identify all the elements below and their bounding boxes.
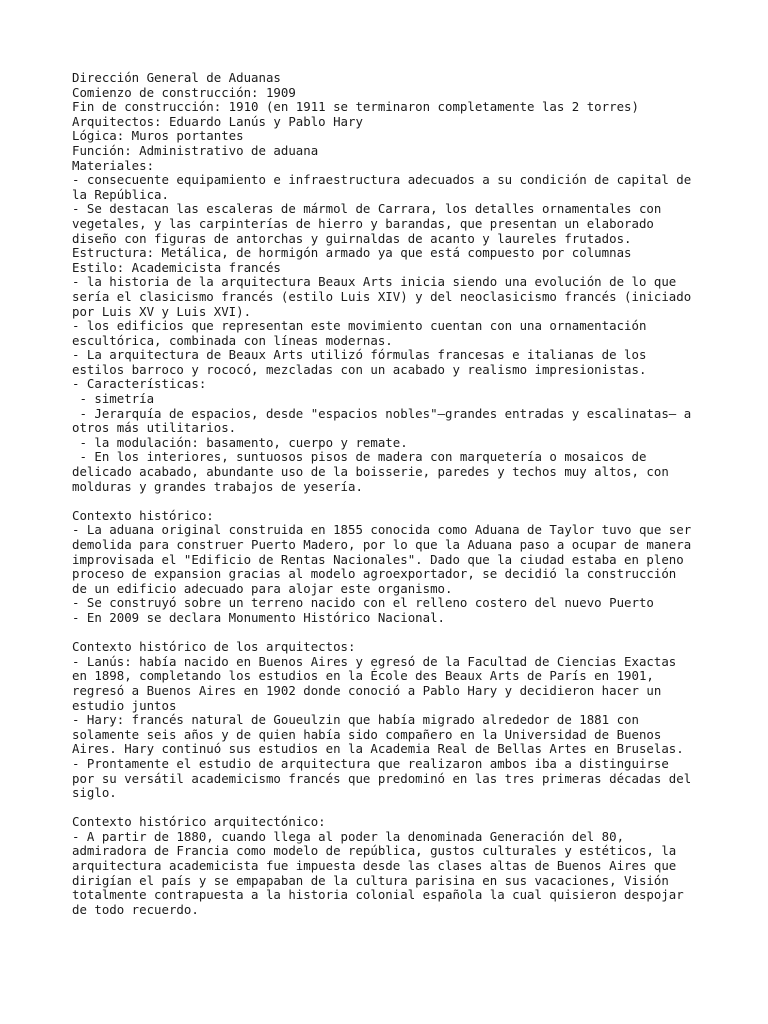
text-line: Lógica: Muros portantes xyxy=(72,128,244,144)
text-line: diseño con figuras de antorchas y guirnaldas de acanto y laureles frutados. xyxy=(72,230,632,246)
text-line: regresó a Buenos Aires en 1902 donde conoció a Pablo Hary y decidieron hacer un xyxy=(72,682,662,698)
text-line: dirigían el país y se empapaban de la cultura parisina en sus vacaciones, Visión xyxy=(72,872,669,888)
text-line: Estructura: Metálica, de hormigón armado ya que está compuesto por columnas xyxy=(72,245,632,261)
text-line: - Características: xyxy=(72,376,207,392)
text-line: Materiales: xyxy=(72,157,155,173)
text-line: en 1898, completando los estudios en la École des Beaux Arts de París en 1901, xyxy=(72,668,654,684)
text-line: - Lanús: había nacido en Buenos Aires y egresó de la Facultad de Ciencias Exactas xyxy=(72,653,677,669)
blank-line xyxy=(72,494,732,509)
text-line: siglo. xyxy=(72,785,117,801)
text-line: Fin de construcción: 1910 (en 1911 se terminaron completamente las 2 torres) xyxy=(72,99,639,115)
text-line: por su versátil academicismo francés que predominó en las tres primeras décadas del xyxy=(72,770,692,786)
text-line: - los edificios que representan este movimiento cuentan con una ornamentación xyxy=(72,318,647,334)
text-line: - A partir de 1880, cuando llega al poder la denominada Generación del 80, xyxy=(72,828,625,844)
text-line: escultórica, combinada con líneas modernas. xyxy=(72,332,393,348)
text-line: - En 2009 se declara Monumento Histórico Nacional. xyxy=(72,609,445,625)
text-line: totalmente contrapuesta a la historia colonial española la cual quisieron despojar xyxy=(72,887,684,903)
text-line: - En los interiores, suntuosos pisos de madera con marquetería o mosaicos de xyxy=(72,449,647,465)
text-line: demolida para construer Puerto Madero, por lo que la Aduana paso a ocupar de manera xyxy=(72,537,692,552)
text-line: Estilo: Academicista francés xyxy=(72,259,281,275)
text-line: Dirección General de Aduanas xyxy=(72,70,281,85)
text-line: Arquitectos: Eduardo Lanús y Pablo Hary xyxy=(72,113,363,129)
text-line: improvisada el "Edificio de Rentas Nacionales". Dado que la ciudad estaba en pleno xyxy=(72,551,684,567)
text-line: Función: Administrativo de aduana xyxy=(72,142,319,158)
text-line: sería el clasicismo francés (estilo Luis XIV) y del neoclasicismo francés (iniciado xyxy=(72,288,692,304)
text-line: - Prontamente el estudio de arquitectura que realizaron ambos iba a distinguirse xyxy=(72,755,669,771)
text-line: Aires. Hary continuó sus estudios en la Academia Real de Bellas Artes en Bruselas. xyxy=(72,741,684,757)
text-line: de un edificio adecuado para alojar este organismo. xyxy=(72,580,453,596)
text-line: vegetales, y las carpinterías de hierro y barandas, que presentan un elaborado xyxy=(72,215,654,231)
text-line: por Luis XV y Luis XVI). xyxy=(72,303,252,319)
text-line: Contexto histórico arquitectónico: xyxy=(72,814,326,830)
text-line: la República. xyxy=(72,186,169,202)
text-line: Contexto histórico de los arquitectos: xyxy=(72,639,356,655)
text-line: - Hary: francés natural de Goueulzin que había migrado alrededor de 1881 con xyxy=(72,712,639,728)
text-line: - La aduana original construida en 1855 conocida como Aduana de Taylor tuvo que ser xyxy=(72,522,692,538)
text-line: proceso de expansion gracias al modelo agroexportador, se decidió la construcción xyxy=(72,566,677,582)
text-line: - la modulación: basamento, cuerpo y remate. xyxy=(72,434,408,450)
text-line: - Se construyó sobre un terreno nacido con el relleno costero del nuevo Puerto xyxy=(72,595,654,611)
text-line: Comienzo de construcción: 1909 xyxy=(72,84,296,100)
text-line: estudio juntos xyxy=(72,697,177,713)
blank-line xyxy=(72,801,732,816)
text-line: - Se destacan las escaleras de mármol de Carrara, los detalles ornamentales con xyxy=(72,201,662,217)
text-line: de todo recuerdo. xyxy=(72,901,199,917)
text-line: Contexto histórico: xyxy=(72,507,214,523)
text-line: delicado acabado, abundante uso de la boisserie, paredes y techos muy altos, con xyxy=(72,464,669,480)
text-line: - consecuente equipamiento e infraestructura adecuados a su condición de capital de xyxy=(72,172,692,188)
text-line: otros más utilitarios. xyxy=(72,420,237,436)
text-line: admiradora de Francia como modelo de república, gustos culturales y estéticos, la xyxy=(72,843,677,859)
document-page xyxy=(72,71,732,917)
text-line: solamente seis años y de quien había sido compañero en la Universidad de Buenos xyxy=(72,726,662,742)
text-line: - Jerarquía de espacios, desde "espacios nobles"—grandes entradas y escalinatas— a xyxy=(72,405,692,421)
text-line: - simetría xyxy=(72,391,155,407)
text-line: - la historia de la arquitectura Beaux Arts inicia siendo una evolución de lo que xyxy=(72,274,677,290)
text-line: - La arquitectura de Beaux Arts utilizó fórmulas francesas e italianas de los xyxy=(72,347,647,363)
blank-line xyxy=(72,626,732,641)
text-line: molduras y grandes trabajos de yesería. xyxy=(72,478,363,494)
text-line: estilos barroco y rococó, mezcladas con un acabado y realismo impresionistas. xyxy=(72,361,647,377)
text-line: arquitectura academicista fue impuesta desde las clases altas de Buenos Aires que xyxy=(72,858,677,874)
